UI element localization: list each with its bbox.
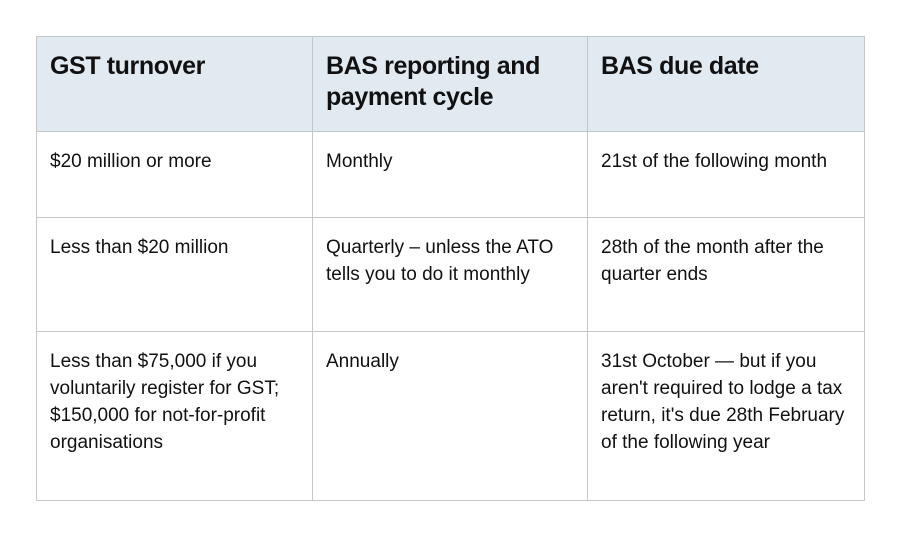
table-body xyxy=(37,132,865,501)
bas-due-dates-table xyxy=(36,36,865,501)
header-bas-reporting-cycle: BAS reporting and payment cycle xyxy=(313,37,588,132)
cell-due-date: 28th of the month after the quarter ends xyxy=(588,218,865,332)
cell-due-date: 31st October — but if you aren't required to lodge a tax return, it's due 28th February of the following year xyxy=(588,332,865,501)
cell-gst-turnover: Less than $75,000 if you voluntarily register for GST; $150,000 for not-for-profit organisations xyxy=(37,332,313,501)
cell-gst-turnover: Less than $20 million xyxy=(37,218,313,332)
table-header xyxy=(37,37,865,132)
table-row xyxy=(37,218,865,332)
cell-due-date: 21st of the following month xyxy=(588,132,865,218)
cell-reporting-cycle: Quarterly – unless the ATO tells you to do it monthly xyxy=(313,218,588,332)
header-gst-turnover: GST turnover xyxy=(37,37,313,132)
header-row xyxy=(37,37,865,132)
table-row xyxy=(37,132,865,218)
cell-reporting-cycle: Monthly xyxy=(313,132,588,218)
cell-reporting-cycle: Annually xyxy=(313,332,588,501)
table-row xyxy=(37,332,865,501)
header-bas-due-date: BAS due date xyxy=(588,37,865,132)
cell-gst-turnover: $20 million or more xyxy=(37,132,313,218)
